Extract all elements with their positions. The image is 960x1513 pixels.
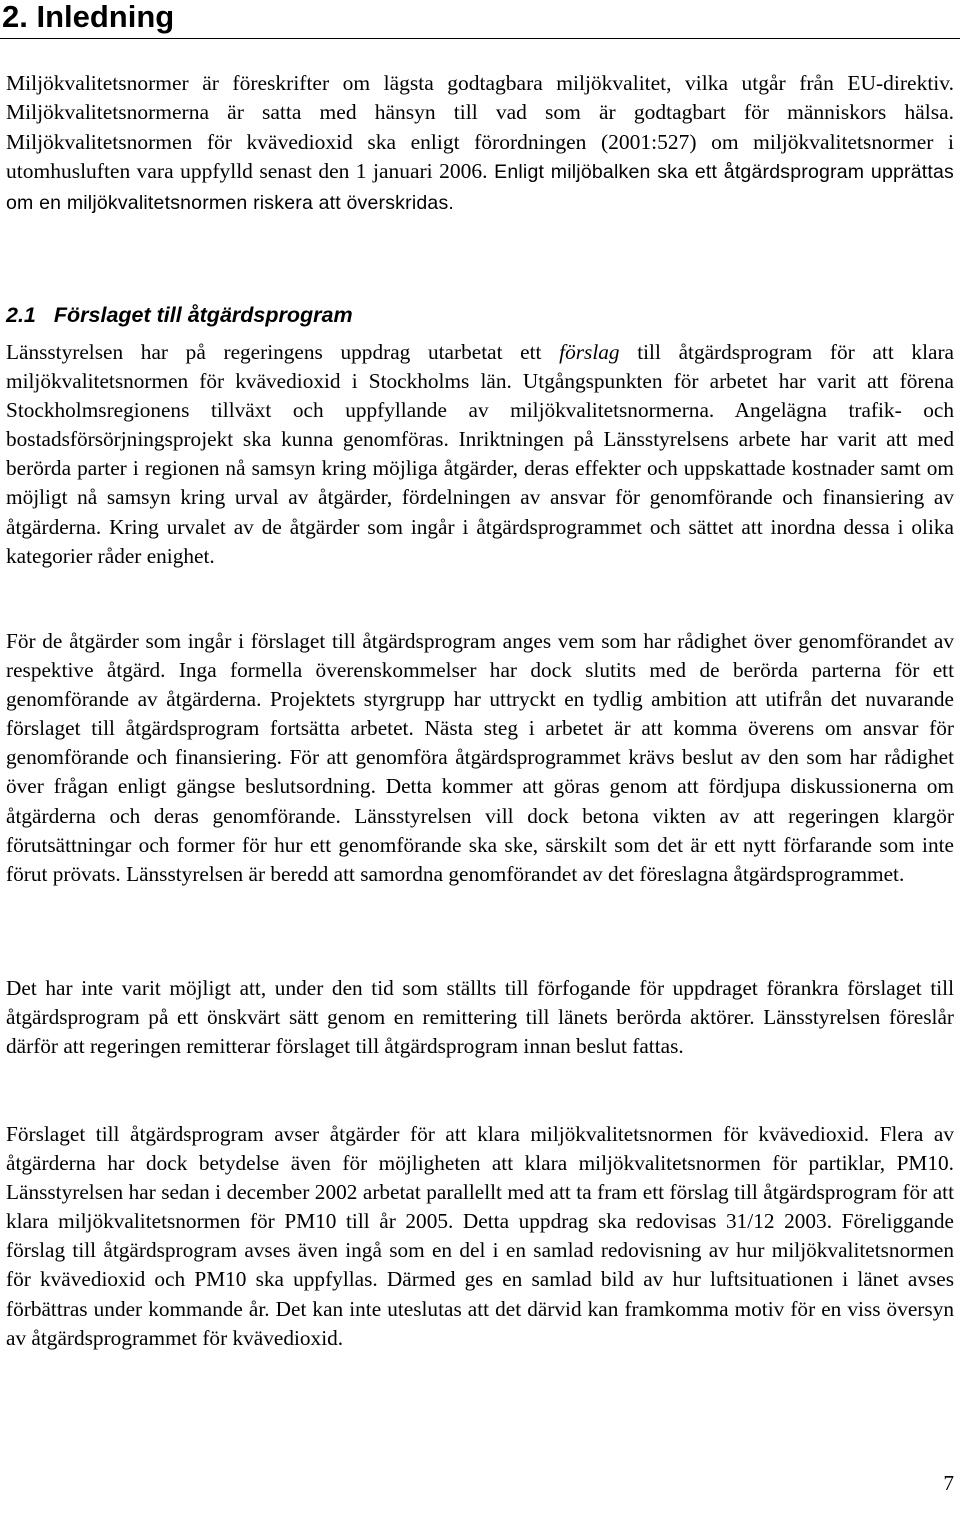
paragraph-consultation: Det har inte varit möjligt att, under den tid som ställts till förfogande för uppdraget förankra förslaget till åtgärdsprogram på ett önskvärt sätt genom en remittering till länets berörda aktörer. Länsstyrelsen föreslår därför att regeringen remitterar förslaget till åtgärdsprogram innan beslut fattas. xyxy=(6,976,954,1059)
intro-paragraph xyxy=(6,69,954,218)
section-number: 2.1 xyxy=(6,303,36,327)
section-heading xyxy=(6,300,353,330)
emphasis-forslag: förslag xyxy=(559,340,620,364)
paragraph-responsibility: För de åtgärder som ingår i förslaget till åtgärdsprogram anges vem som har rådighet över genomförandet av respektive åtgärd. Inga formella överenskommelser har dock slutits med de berörda parterna för ett genomförande av åtgärderna. Projektets styrgrupp har uttryckt en tydlig ambition att utifrån det nuvarande förslaget till åtgärdsprogram fortsätta arbetet. Nästa steg i arbetet är att komma överens om ansvar för genomförande och finansiering. För att genomföra åtgärdsprogrammet krävs beslut av den som har rådighet över frågan enligt gängse beslutsordning. Detta kommer att göras genom att fördjupa diskussionerna om åtgärderna och deras genomförande. Länsstyrelsen vill dock betona vikten av att regeringen klargör förutsättningar och former för hur ett genomförande ska ske, särskilt som det är ett nytt förfarande som inte förut prövats. Länsstyrelsen är beredd att samordna genomförandet av det föreslagna åtgärdsprogrammet. xyxy=(6,629,954,886)
paragraph-proposal-rest: till åtgärdsprogram för att klara miljökvalitetsnormen för kvävedioxid i Stockholms län. Utgångspunkten för arbetet har varit att förena Stockholmsregionens tillväxt och uppfyllande av miljökvalitetsnormerna. Angelägna trafik- och bostadsförsörjningsprojekt ska kunna genomföras. Inriktningen på Länsstyrelsens arbete har varit att med berörda parter i regionen nå samsyn kring möjliga åtgärder, deras effekter och uppskattade kostnader samt om möjligt nå samsyn kring urval av åtgärder, fördelningen av ansvar för genomförande och finansiering av åtgärderna. Kring urvalet av de åtgärder som ingår i åtgärdsprogrammet och sättet att inordna dessa i olika kategorier råder enighet. xyxy=(6,340,954,568)
paragraph-scope: Förslaget till åtgärdsprogram avser åtgärder för att klara miljökvalitetsnormen för kvävedioxid. Flera av åtgärderna har dock betydelse även för möjligheten att klara miljökvalitetsnormen för partiklar, PM10. Länsstyrelsen har sedan i december 2002 arbetat parallellt med att ta fram ett förslag till åtgärdsprogram för att klara miljökvalitetsnormen för PM10 till år 2005. Detta uppdrag ska redovisas 31/12 2003. Föreliggande förslag till åtgärdsprogram avses även ingå som en del i en samlad redovisning av hur miljökvalitetsnormen för kvävedioxid och PM10 ska uppfyllas. Därmed ges en samlad bild av hur luftsituationen i länet avses förbättras under kommande år. Det kan inte uteslutas att det därvid kan framkomma motiv för en viss översyn av åtgärdsprogrammet för kvävedioxid. xyxy=(6,1122,954,1350)
intro-text-sans: Enligt miljöbalken ska ett åtgärdsprogram upprättas om en miljökvalitetsnormen riskera att överskridas. xyxy=(6,161,954,214)
chapter-heading: 2. Inledning xyxy=(2,0,175,34)
paragraph-proposal xyxy=(6,338,954,571)
page-number: 7 xyxy=(943,1471,954,1495)
intro-text-serif: Miljökvalitetsnormer är föreskrifter om lägsta godtagbara miljökvalitet, vilka utgår från EU-direktiv. Miljökvalitetsnormerna är satta med hänsyn till vad som är godtagbart för människors hälsa. Miljökvalitetsnormen för kvävedioxid ska enligt förordningen (2001:527) om miljökvalitetsnormer i utomhusluften vara uppfylld senast den 1 januari 2006. xyxy=(6,71,954,184)
paragraph-proposal-start: Länsstyrelsen har på regeringens uppdrag utarbetat ett xyxy=(6,340,560,364)
section-title: Förslaget till åtgärdsprogram xyxy=(53,303,353,327)
heading-rule xyxy=(0,38,960,39)
